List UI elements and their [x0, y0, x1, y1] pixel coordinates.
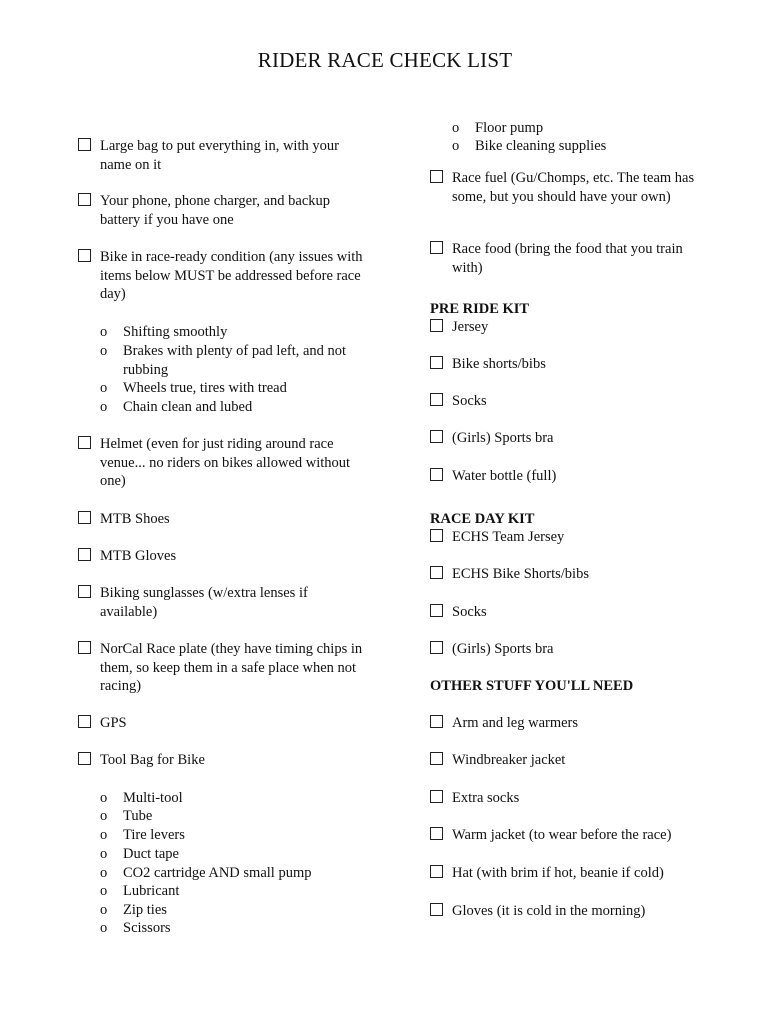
bullet-icon: o	[100, 846, 108, 862]
checklist-item	[430, 467, 730, 486]
item-label: Bike in race-ready condition (any issues with items below MUST be addressed before race day)	[100, 249, 363, 302]
bullet-icon: o	[100, 380, 108, 396]
bullet-icon: o	[100, 865, 108, 881]
checklist-item	[430, 826, 730, 845]
item-label: Bike shorts/bibs	[452, 356, 546, 372]
sub-item	[78, 826, 378, 845]
checkbox[interactable]	[430, 641, 443, 654]
checkbox[interactable]	[430, 356, 443, 369]
checkbox[interactable]	[430, 604, 443, 617]
sub-item-label: Wheels true, tires with tread	[123, 380, 287, 396]
sub-item-label: Tire levers	[123, 827, 185, 843]
item-label: ECHS Team Jersey	[452, 529, 565, 545]
section-heading-race-day: RACE DAY KIT	[430, 511, 535, 527]
checkbox[interactable]	[430, 752, 443, 765]
checkbox[interactable]	[430, 393, 443, 406]
item-label: Hat (with brim if hot, beanie if cold)	[452, 865, 664, 881]
sub-item-label: Lubricant	[123, 883, 180, 899]
sub-item	[78, 901, 378, 920]
item-label: Race fuel (Gu/Chomps, etc. The team has some, but you should have your own)	[452, 170, 695, 205]
checkbox[interactable]	[430, 241, 443, 254]
bullet-icon: o	[100, 399, 108, 415]
checklist-item	[78, 751, 370, 770]
checkbox[interactable]	[430, 468, 443, 481]
item-label: MTB Shoes	[100, 511, 170, 527]
item-label: Socks	[452, 604, 487, 620]
checklist-item	[430, 318, 730, 337]
sub-item-label: Floor pump	[475, 120, 544, 136]
checklist-item	[78, 137, 368, 174]
checkbox[interactable]	[78, 548, 91, 561]
checklist-item	[430, 789, 730, 808]
checklist-item	[430, 640, 730, 659]
section-heading-pre-ride: PRE RIDE KIT	[430, 301, 530, 317]
bullet-icon: o	[100, 827, 108, 843]
bullet-icon: o	[100, 902, 108, 918]
item-label: Gloves (it is cold in the morning)	[452, 903, 646, 919]
sub-item	[78, 323, 378, 342]
sub-item-label: Duct tape	[123, 846, 179, 862]
sub-item	[430, 119, 730, 138]
sub-item	[78, 379, 378, 398]
checklist-item	[430, 169, 700, 206]
sub-item	[78, 398, 378, 417]
sub-item-label: Shifting smoothly	[123, 324, 228, 340]
sub-item-label: Zip ties	[123, 902, 167, 918]
item-label: Arm and leg warmers	[452, 715, 579, 731]
checkbox[interactable]	[430, 529, 443, 542]
sub-item-label: Multi-tool	[123, 790, 183, 806]
item-label: GPS	[100, 715, 127, 731]
checkbox[interactable]	[430, 319, 443, 332]
item-label: Water bottle (full)	[452, 468, 557, 484]
sub-item	[78, 789, 378, 808]
checklist-item	[78, 192, 368, 229]
checkbox[interactable]	[430, 827, 443, 840]
checklist-item	[78, 510, 370, 529]
checkbox[interactable]	[78, 715, 91, 728]
sub-item	[78, 342, 378, 379]
item-label: Warm jacket (to wear before the race)	[452, 827, 672, 843]
checklist-item	[430, 751, 730, 770]
sub-item-label: Scissors	[123, 920, 171, 936]
item-label: Race food (bring the food that you train with)	[452, 241, 683, 276]
bullet-icon: o	[100, 343, 108, 359]
checklist-item	[430, 429, 730, 448]
item-label: Helmet (even for just riding around race venue... no riders on bikes allowed without one)	[100, 436, 351, 489]
bullet-icon: o	[452, 138, 460, 154]
item-label: ECHS Bike Shorts/bibs	[452, 566, 589, 582]
checkbox[interactable]	[78, 752, 91, 765]
item-label: Your phone, phone charger, and backup battery if you have one	[100, 193, 331, 228]
checklist-item	[430, 902, 730, 921]
item-label: Jersey	[452, 319, 489, 335]
sub-item-label: Tube	[123, 808, 153, 824]
checklist-item	[78, 547, 370, 566]
checkbox[interactable]	[430, 865, 443, 878]
checkbox[interactable]	[78, 193, 91, 206]
item-label: Extra socks	[452, 790, 520, 806]
checkbox[interactable]	[78, 249, 91, 262]
checkbox[interactable]	[430, 430, 443, 443]
sub-item-label: CO2 cartridge AND small pump	[123, 865, 312, 881]
checkbox[interactable]	[78, 585, 91, 598]
checkbox[interactable]	[430, 170, 443, 183]
page-title: RIDER RACE CHECK LIST	[257, 48, 513, 72]
sub-item	[78, 882, 378, 901]
sub-item	[78, 845, 378, 864]
checklist-item	[430, 240, 710, 277]
checklist-item	[430, 714, 730, 733]
sub-item-label: Chain clean and lubed	[123, 399, 253, 415]
bullet-icon: o	[100, 324, 108, 340]
checklist-item	[430, 603, 730, 622]
checkbox[interactable]	[78, 511, 91, 524]
checklist-item	[78, 435, 370, 491]
bullet-icon: o	[452, 120, 460, 136]
item-label: Tool Bag for Bike	[100, 752, 205, 768]
checklist-item	[430, 355, 730, 374]
sub-item	[78, 807, 378, 826]
section-heading-other: OTHER STUFF YOU'LL NEED	[430, 678, 634, 694]
checklist-item	[430, 565, 730, 584]
sub-item	[78, 864, 378, 883]
checklist-item	[430, 864, 730, 883]
checkbox[interactable]	[78, 436, 91, 449]
sub-item	[78, 919, 378, 938]
item-label: Large bag to put everything in, with your name on it	[100, 138, 339, 173]
sub-item-label: Brakes with plenty of pad left, and not rubbing	[123, 343, 347, 378]
checkbox[interactable]	[430, 903, 443, 916]
checklist-item	[430, 392, 730, 411]
item-label: Biking sunglasses (w/extra lenses if available)	[100, 585, 308, 620]
sub-item	[430, 137, 730, 156]
checkbox[interactable]	[78, 641, 91, 654]
checklist-item	[78, 714, 370, 733]
bullet-icon: o	[100, 808, 108, 824]
bullet-icon: o	[100, 790, 108, 806]
checkbox[interactable]	[78, 138, 91, 151]
checklist-item	[78, 584, 350, 621]
item-label: Socks	[452, 393, 487, 409]
bullet-icon: o	[100, 920, 108, 936]
checkbox[interactable]	[430, 715, 443, 728]
checklist-item	[78, 640, 370, 696]
item-label: (Girls) Sports bra	[452, 430, 554, 446]
checkbox[interactable]	[430, 566, 443, 579]
checklist-item	[430, 528, 730, 547]
item-label: Windbreaker jacket	[452, 752, 566, 768]
checkbox[interactable]	[430, 790, 443, 803]
checklist-item	[78, 248, 368, 304]
item-label: NorCal Race plate (they have timing chips in them, so keep them in a safe place when not racing)	[100, 641, 363, 694]
sub-item-label: Bike cleaning supplies	[475, 138, 607, 154]
item-label: (Girls) Sports bra	[452, 641, 554, 657]
item-label: MTB Gloves	[100, 548, 177, 564]
bullet-icon: o	[100, 883, 108, 899]
